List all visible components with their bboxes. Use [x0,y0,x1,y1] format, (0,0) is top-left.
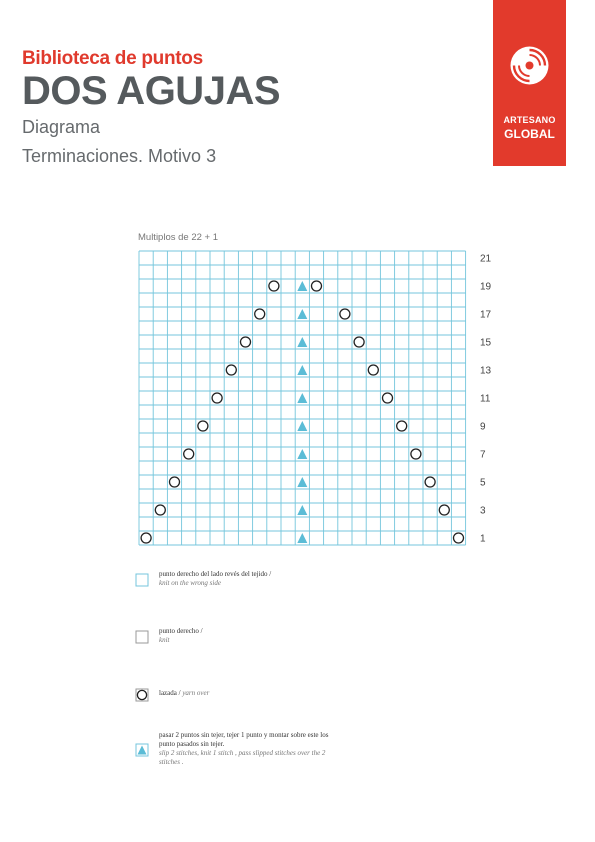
brand-name-line1: ARTESANO [503,115,556,125]
yarn-over-mark [255,309,265,319]
row-label: 9 [480,421,486,433]
yarn-over-mark [312,281,322,291]
decrease-mark [297,533,307,543]
legend-label: pasar 2 puntos sin tejer, tejer 1 punto y montar sobre este los punto pasados sin tejer. [159,731,329,748]
gray-square-icon [135,630,149,644]
yarn-over-mark [184,449,194,459]
yarn-over-mark [454,533,464,543]
triangle-icon [135,743,149,757]
legend-label-en: yarn over [182,689,210,697]
yarn-over-mark [198,421,208,431]
decrease-mark [297,281,307,291]
yarn-over-symbols [141,281,463,543]
decrease-symbols [297,281,307,543]
legend-label: punto derecho / [159,627,203,635]
legend-label: punto derecho del lado revés del tejido / [159,570,272,578]
decrease-mark [297,393,307,403]
decrease-mark [297,337,307,347]
library-subtitle: Biblioteca de puntos [22,48,203,69]
decrease-mark [297,421,307,431]
yarn-over-mark [425,477,435,487]
row-label: 1 [480,533,486,545]
yarn-over-mark [411,449,421,459]
yarn-over-mark [269,281,279,291]
brand-name-line2: GLOBAL [504,127,555,141]
yarn-over-mark [212,393,222,403]
pattern-name: Terminaciones. Motivo 3 [22,146,217,166]
decrease-mark [297,505,307,515]
row-label: 17 [480,309,492,321]
row-label: 13 [480,365,492,377]
row-label: 19 [480,281,492,293]
yarn-over-mark [340,309,350,319]
row-label: 21 [480,253,492,265]
legend-label-en: knit on the wrong side [159,579,221,587]
section-label: Diagrama [22,117,101,137]
decrease-mark [297,477,307,487]
yarn-over-mark [368,365,378,375]
legend-label-en: knit [159,636,170,644]
yarn-over-mark [155,505,165,515]
blue-square-icon [135,573,149,587]
legend-label-en: slip 2 stitches, knit 1 stitch , pass slipped stitches over the 2 stitches . [159,749,326,766]
row-labels [480,254,492,545]
yarn-over-mark [354,337,364,347]
row-label: 3 [480,505,486,517]
yarn-over-mark [397,421,407,431]
row-label: 7 [480,449,486,461]
yarn-over-mark [241,337,251,347]
decrease-mark [297,365,307,375]
row-label: 15 [480,337,492,349]
yarn-over-mark [141,533,151,543]
decrease-mark [297,449,307,459]
yarn-over-mark [226,365,236,375]
yarn-over-mark [439,505,449,515]
row-label: 5 [480,477,486,489]
yarn-over-icon [135,688,149,702]
page-title: DOS AGUJAS [22,69,281,113]
chart-caption: Multiplos de 22 + 1 [138,232,219,243]
yarn-over-mark [383,393,393,403]
row-label: 11 [480,393,491,405]
yarn-over-mark [170,477,180,487]
legend-label: lazada / [159,689,181,697]
decrease-mark [297,309,307,319]
